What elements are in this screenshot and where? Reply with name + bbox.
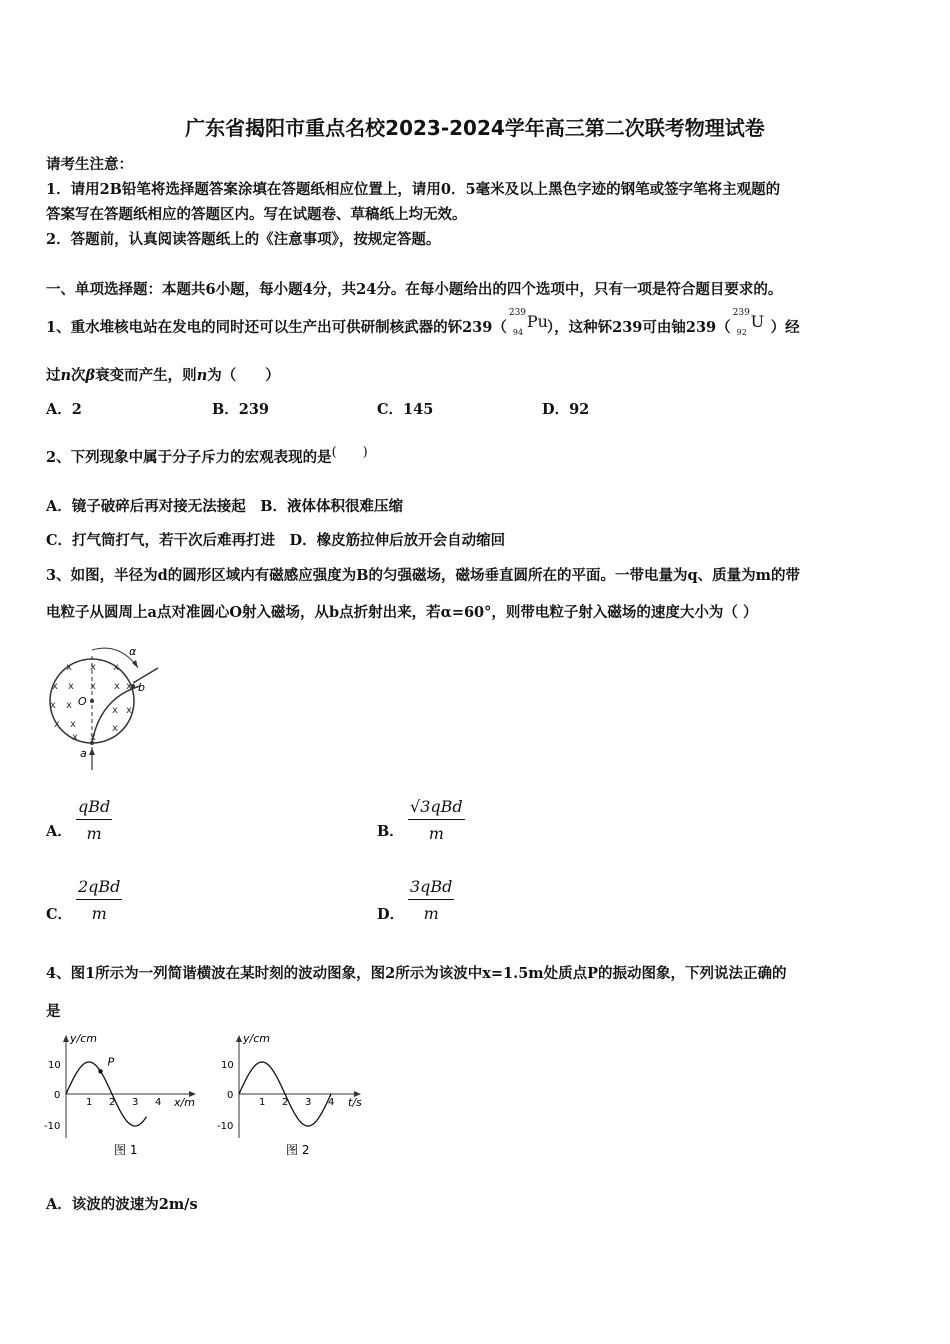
fig2-x-label: t/s <box>348 1096 362 1109</box>
q3-option-a-numerator: qBd <box>76 797 112 820</box>
field-x-mark: x <box>90 732 96 743</box>
exit-line <box>133 668 158 683</box>
u-symbol: U <box>750 312 765 331</box>
magnetic-field-figure <box>40 636 170 776</box>
incident-arrowhead <box>89 748 95 755</box>
q1-option-d[interactable]: D．92 <box>542 401 590 418</box>
notice-item-2: 2．答题前，认真阅读答题纸上的《注意事项》，按规定答题。 <box>46 231 441 248</box>
page-title: 广东省揭阳市重点名校2023-2024学年高三第二次联考物理试卷 <box>185 116 765 140</box>
q3-option-c-label[interactable]: C． <box>46 906 73 923</box>
fig1-ytick-neg10: -10 <box>44 1121 61 1132</box>
q3-option-d-denominator: m <box>423 904 439 923</box>
fig2-ytick-neg10: -10 <box>217 1121 234 1132</box>
q1-line2-c: 衰变而产生，则 <box>95 367 197 384</box>
question-4-line-1: 4、图1所示为一列简谐横波在某时刻的波动图象，图2所示为该波中x=1.5m处质点P的振动图象，下列说法正确的 <box>46 965 787 982</box>
fig2-y-label: y/cm <box>243 1032 270 1045</box>
fig2-ytick-0: 0 <box>227 1090 234 1101</box>
q1-text-part-2: ），这种钚239可由铀239（ <box>546 319 731 336</box>
q3-option-b-numerator: √3qBd <box>408 797 465 820</box>
q2-options-line-2[interactable]: C．打气筒打气，若干次后难再打进 D．橡皮筋拉伸后放开会自动缩回 <box>46 532 506 549</box>
fig1-caption: 图 1 <box>114 1143 138 1157</box>
q3-option-d-label[interactable]: D． <box>377 906 405 923</box>
field-x-mark: x <box>72 732 78 743</box>
fig1-point-p <box>98 1069 102 1073</box>
pu-symbol: Pu <box>526 312 548 331</box>
q1-option-b[interactable]: B．239 <box>212 401 270 418</box>
q3-option-d-numerator: 3qBd <box>408 877 454 900</box>
q3-option-d-fraction[interactable] <box>408 877 454 923</box>
pu-atomic-number: 94 <box>512 328 524 337</box>
q1-option-a[interactable]: A．2 <box>46 401 82 418</box>
fig2-caption: 图 2 <box>286 1143 310 1157</box>
q1-line2-d: 为（ ） <box>207 367 280 384</box>
question-3-line-1: 3、如图，半径为d的圆形区域内有磁感应强度为B的匀强磁场，磁场垂直圆所在的平面。一带电量为q、质量为m的带 <box>46 567 800 584</box>
field-x-mark: x <box>54 719 60 730</box>
q1-line2-b: 次 <box>71 367 86 384</box>
q1-option-c[interactable]: C．145 <box>377 401 434 418</box>
q2-options-line-1[interactable]: A．镜子破碎后再对接无法接起 B．液体体积很难压缩 <box>46 498 404 515</box>
q2-stem-text: 2、下列现象中属于分子斥力的宏观表现的是 <box>46 449 332 466</box>
q1-beta: β <box>85 367 96 384</box>
q3-option-a-label[interactable]: A． <box>46 823 72 840</box>
q1-text-part-1: 1、重水堆核电站在发电的同时还可以生产出可供研制核武器的钚239（ <box>46 319 507 336</box>
field-x-mark: x <box>112 723 118 734</box>
fig1-xtick-1: 1 <box>86 1097 93 1108</box>
question-4-line-2: 是 <box>46 1003 61 1020</box>
section-1-heading: 一、单项选择题：本题共6小题，每小题4分，共24分。在每小题给出的四个选项中，只有一项是符合题目要求的。 <box>46 281 783 298</box>
field-x-mark: x <box>126 705 132 716</box>
fig1-y-label: y/cm <box>70 1032 97 1045</box>
field-x-mark: x <box>66 700 72 711</box>
field-x-mark: x <box>70 719 76 730</box>
q3-option-a-fraction[interactable] <box>76 797 112 843</box>
q3-option-c-denominator: m <box>91 904 107 923</box>
q3-option-a-denominator: m <box>86 824 102 843</box>
fig1-x-label: x/m <box>174 1096 195 1109</box>
q3-option-c-fraction[interactable] <box>76 877 122 923</box>
fig1-xtick-2: 2 <box>109 1097 116 1108</box>
alpha-label: α <box>129 645 137 658</box>
notice-item-1-line-1: 1．请用2B铅笔将选择题答案涂填在答题纸相应位置上，请用0．5毫米及以上黑色字迹的钢笔或签字笔将主观题的 <box>46 181 781 198</box>
q3-option-b-label[interactable]: B． <box>377 823 404 840</box>
field-x-mark: x <box>52 681 58 692</box>
question-3-line-2: 电粒子从圆周上a点对准圆心O射入磁场，从b点折射出来，若α=60°，则带电粒子射入磁场的速度大小为（ ） <box>46 604 758 621</box>
field-x-mark: x <box>68 681 74 692</box>
field-x-mark: x <box>126 681 132 692</box>
b-label: b <box>138 681 145 694</box>
u-mass-number: 239 <box>732 308 750 318</box>
q4-option-a[interactable]: A．该波的波速为2m/s <box>46 1196 198 1213</box>
q1-n-variable-2: n <box>196 367 208 384</box>
question-2-stem <box>46 446 368 467</box>
point-o-dot <box>90 699 94 703</box>
fig2-xtick-2: 2 <box>282 1097 289 1108</box>
q1-text-part-3: ）经 <box>770 319 800 336</box>
fig1-xtick-3: 3 <box>132 1097 139 1108</box>
u-atomic-number: 92 <box>736 328 747 337</box>
fig2-xtick-4: 4 <box>328 1097 335 1108</box>
field-x-mark: x <box>66 662 72 673</box>
wave-figure-1 <box>40 1028 205 1163</box>
q3-option-c-numerator: 2qBd <box>76 877 122 900</box>
notice-item-1-line-2: 答案写在答题纸相应的答题区内。写在试题卷、草稿纸上均无效。 <box>46 206 467 223</box>
field-x-mark: x <box>50 700 56 711</box>
question-1-line-2 <box>46 364 280 385</box>
pu-mass-number: 239 <box>508 308 527 318</box>
q1-line2-a: 过 <box>46 367 61 384</box>
q3-option-b-denominator: m <box>428 824 444 843</box>
field-x-mark: x <box>113 662 119 673</box>
field-x-mark: x <box>90 681 96 692</box>
fig2-y-arrowhead <box>236 1035 242 1042</box>
plutonium-nuclide <box>507 308 548 338</box>
fig2-xtick-1: 1 <box>259 1097 266 1108</box>
question-1-line-1 <box>46 308 800 338</box>
fig1-p-label: P <box>107 1055 115 1069</box>
field-x-mark: x <box>90 662 96 673</box>
fig2-ytick-10: 10 <box>221 1060 234 1071</box>
q2-answer-paren: ( ) <box>331 445 368 460</box>
uranium-nuclide <box>731 308 771 338</box>
fig1-y-arrowhead <box>63 1035 69 1042</box>
fig1-xtick-4: 4 <box>155 1097 162 1108</box>
wave-figure-2 <box>212 1028 372 1163</box>
field-x-mark: x <box>112 705 118 716</box>
o-label: O <box>78 695 87 708</box>
notice-heading: 请考生注意： <box>46 156 133 173</box>
q3-option-b-fraction[interactable] <box>408 797 465 843</box>
fig1-ytick-10: 10 <box>48 1060 61 1071</box>
fig2-xtick-3: 3 <box>305 1097 312 1108</box>
a-label: a <box>80 747 87 760</box>
fig1-ytick-0: 0 <box>54 1090 61 1101</box>
field-x-mark: x <box>114 681 120 692</box>
q1-n-variable: n <box>60 367 72 384</box>
